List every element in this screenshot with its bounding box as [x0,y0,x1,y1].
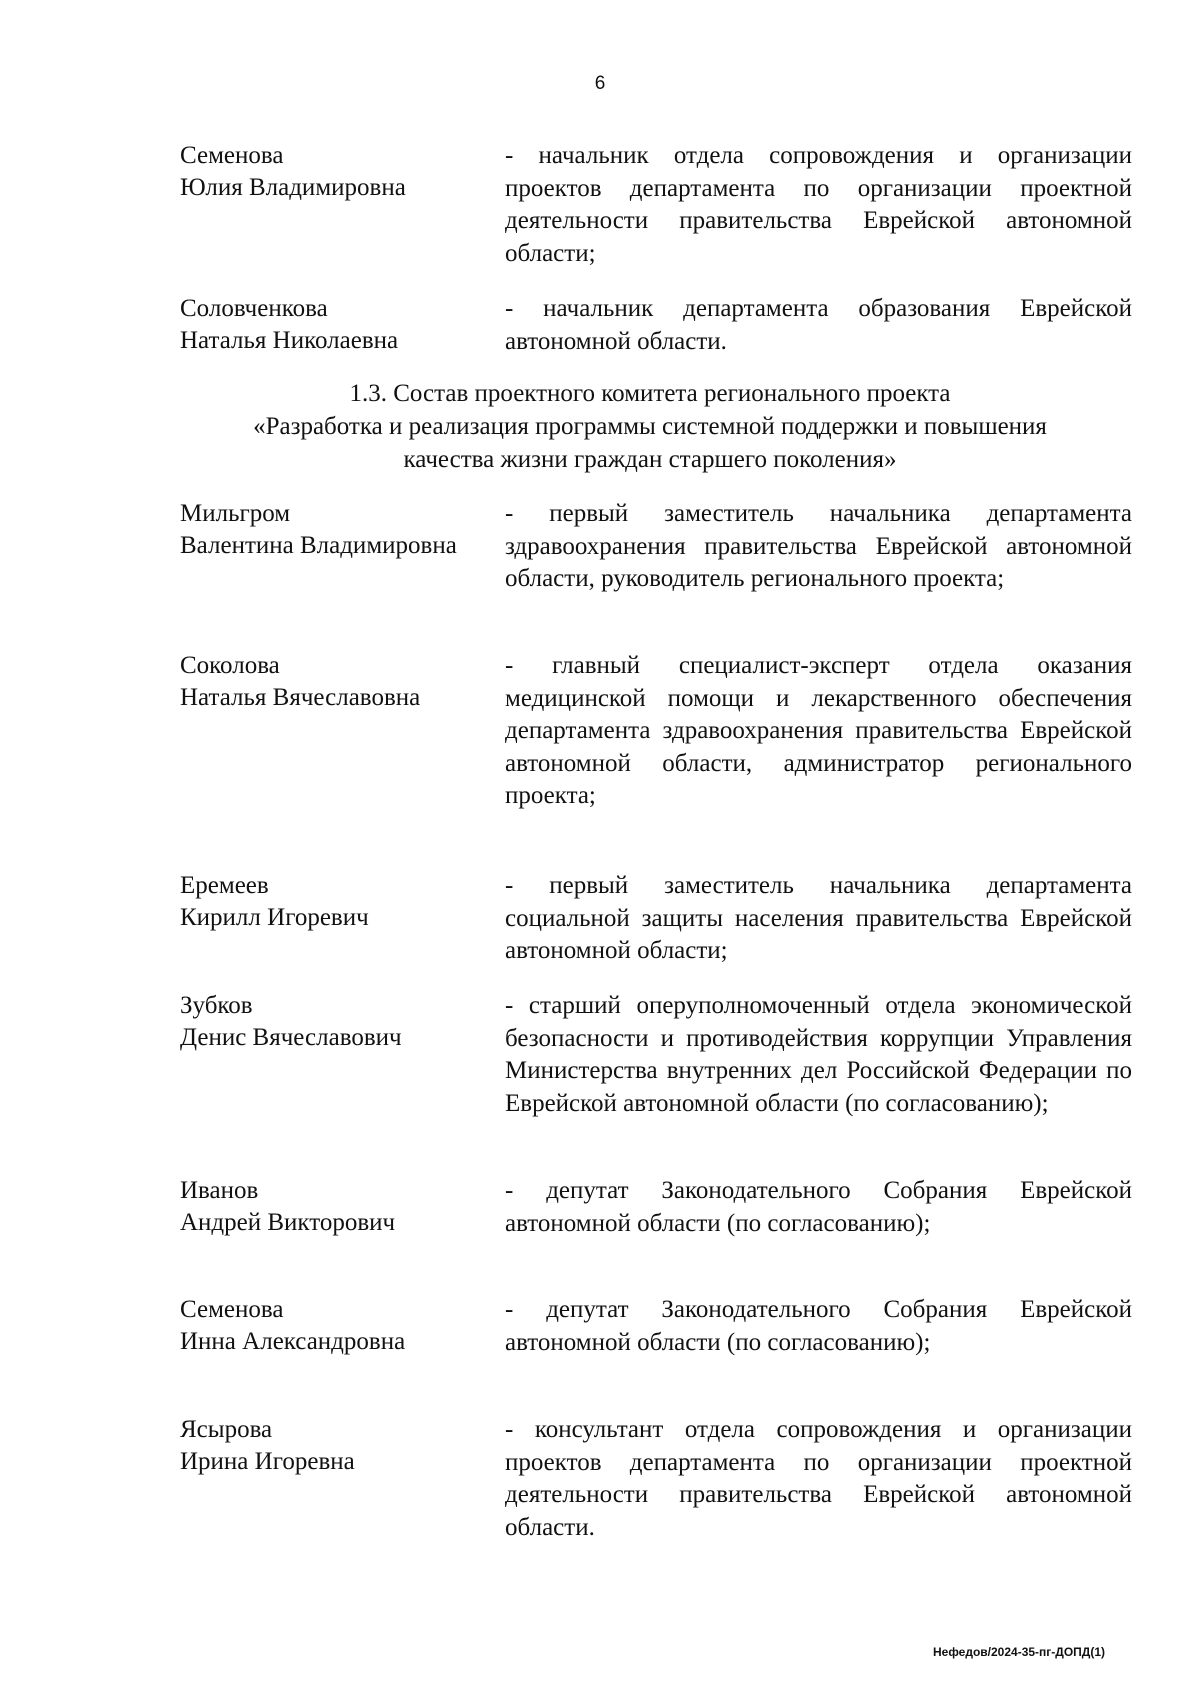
member-role: - первый заместитель начальника департамента социальной защиты населения правительства Еврейской автономной области; [505,872,1132,964]
member-role: - депутат Законодательного Собрания Еврейской автономной области (по согласованию); [505,1177,1132,1237]
member-name: Семенова Юлия Владимировна [180,142,406,201]
section-heading-line: «Разработка и реализация программы системной поддержки и повышения [253,413,1047,440]
member-name: Соловченкова Наталья Николаевна [180,295,399,354]
member-role: - депутат Законодательного Собрания Еврейской автономной области (по согласованию); [505,1296,1132,1356]
member-name: Еремеев Кирилл Игоревич [180,872,369,931]
member-name: Мильгром Валентина Владимировна [180,500,457,559]
section-heading-line: качества жизни граждан старшего поколения» [403,446,897,473]
member-role: - начальник отдела сопровождения и организации проектов департамента по организации проектной деятельности правительства Еврейской автономной области; [505,142,1132,267]
member-name: Соколова Наталья Вячеславовна [180,652,421,711]
member-name: Семенова Инна Александровна [180,1296,406,1355]
member-name: Зубков Денис Вячеславович [180,992,402,1051]
page-number: 6 [594,73,606,94]
section-heading [170,377,1130,476]
member-role: - главный специалист-эксперт отдела оказания медицинской помощи и лекарственного обеспечения департамента здравоохранения правительства Еврейской автономной области, администратор регионального проекта; [505,652,1132,809]
member-role: - консультант отдела сопровождения и организации проектов департамента по организации проектной деятельности правительства Еврейской автономной области. [505,1416,1132,1541]
document-code: Нефедов/2024-35-пг-ДОПД(1) [932,1645,1105,1659]
member-role: - начальник департамента образования Еврейской автономной области. [505,295,1132,355]
member-name: Иванов Андрей Викторович [180,1177,396,1236]
member-name: Ясырова Ирина Игоревна [180,1416,355,1475]
member-role: - старший оперуполномоченный отдела экономической безопасности и противодействия коррупции Управления Министерства внутренних дел Российской Федерации по Еврейской автономной области (по согласованию); [505,992,1132,1117]
section-heading-line: 1.3. Состав проектного комитета регионального проекта [349,380,951,407]
member-role: - первый заместитель начальника департамента здравоохранения правительства Еврейской автономной области, руководитель регионального проекта; [505,500,1132,592]
